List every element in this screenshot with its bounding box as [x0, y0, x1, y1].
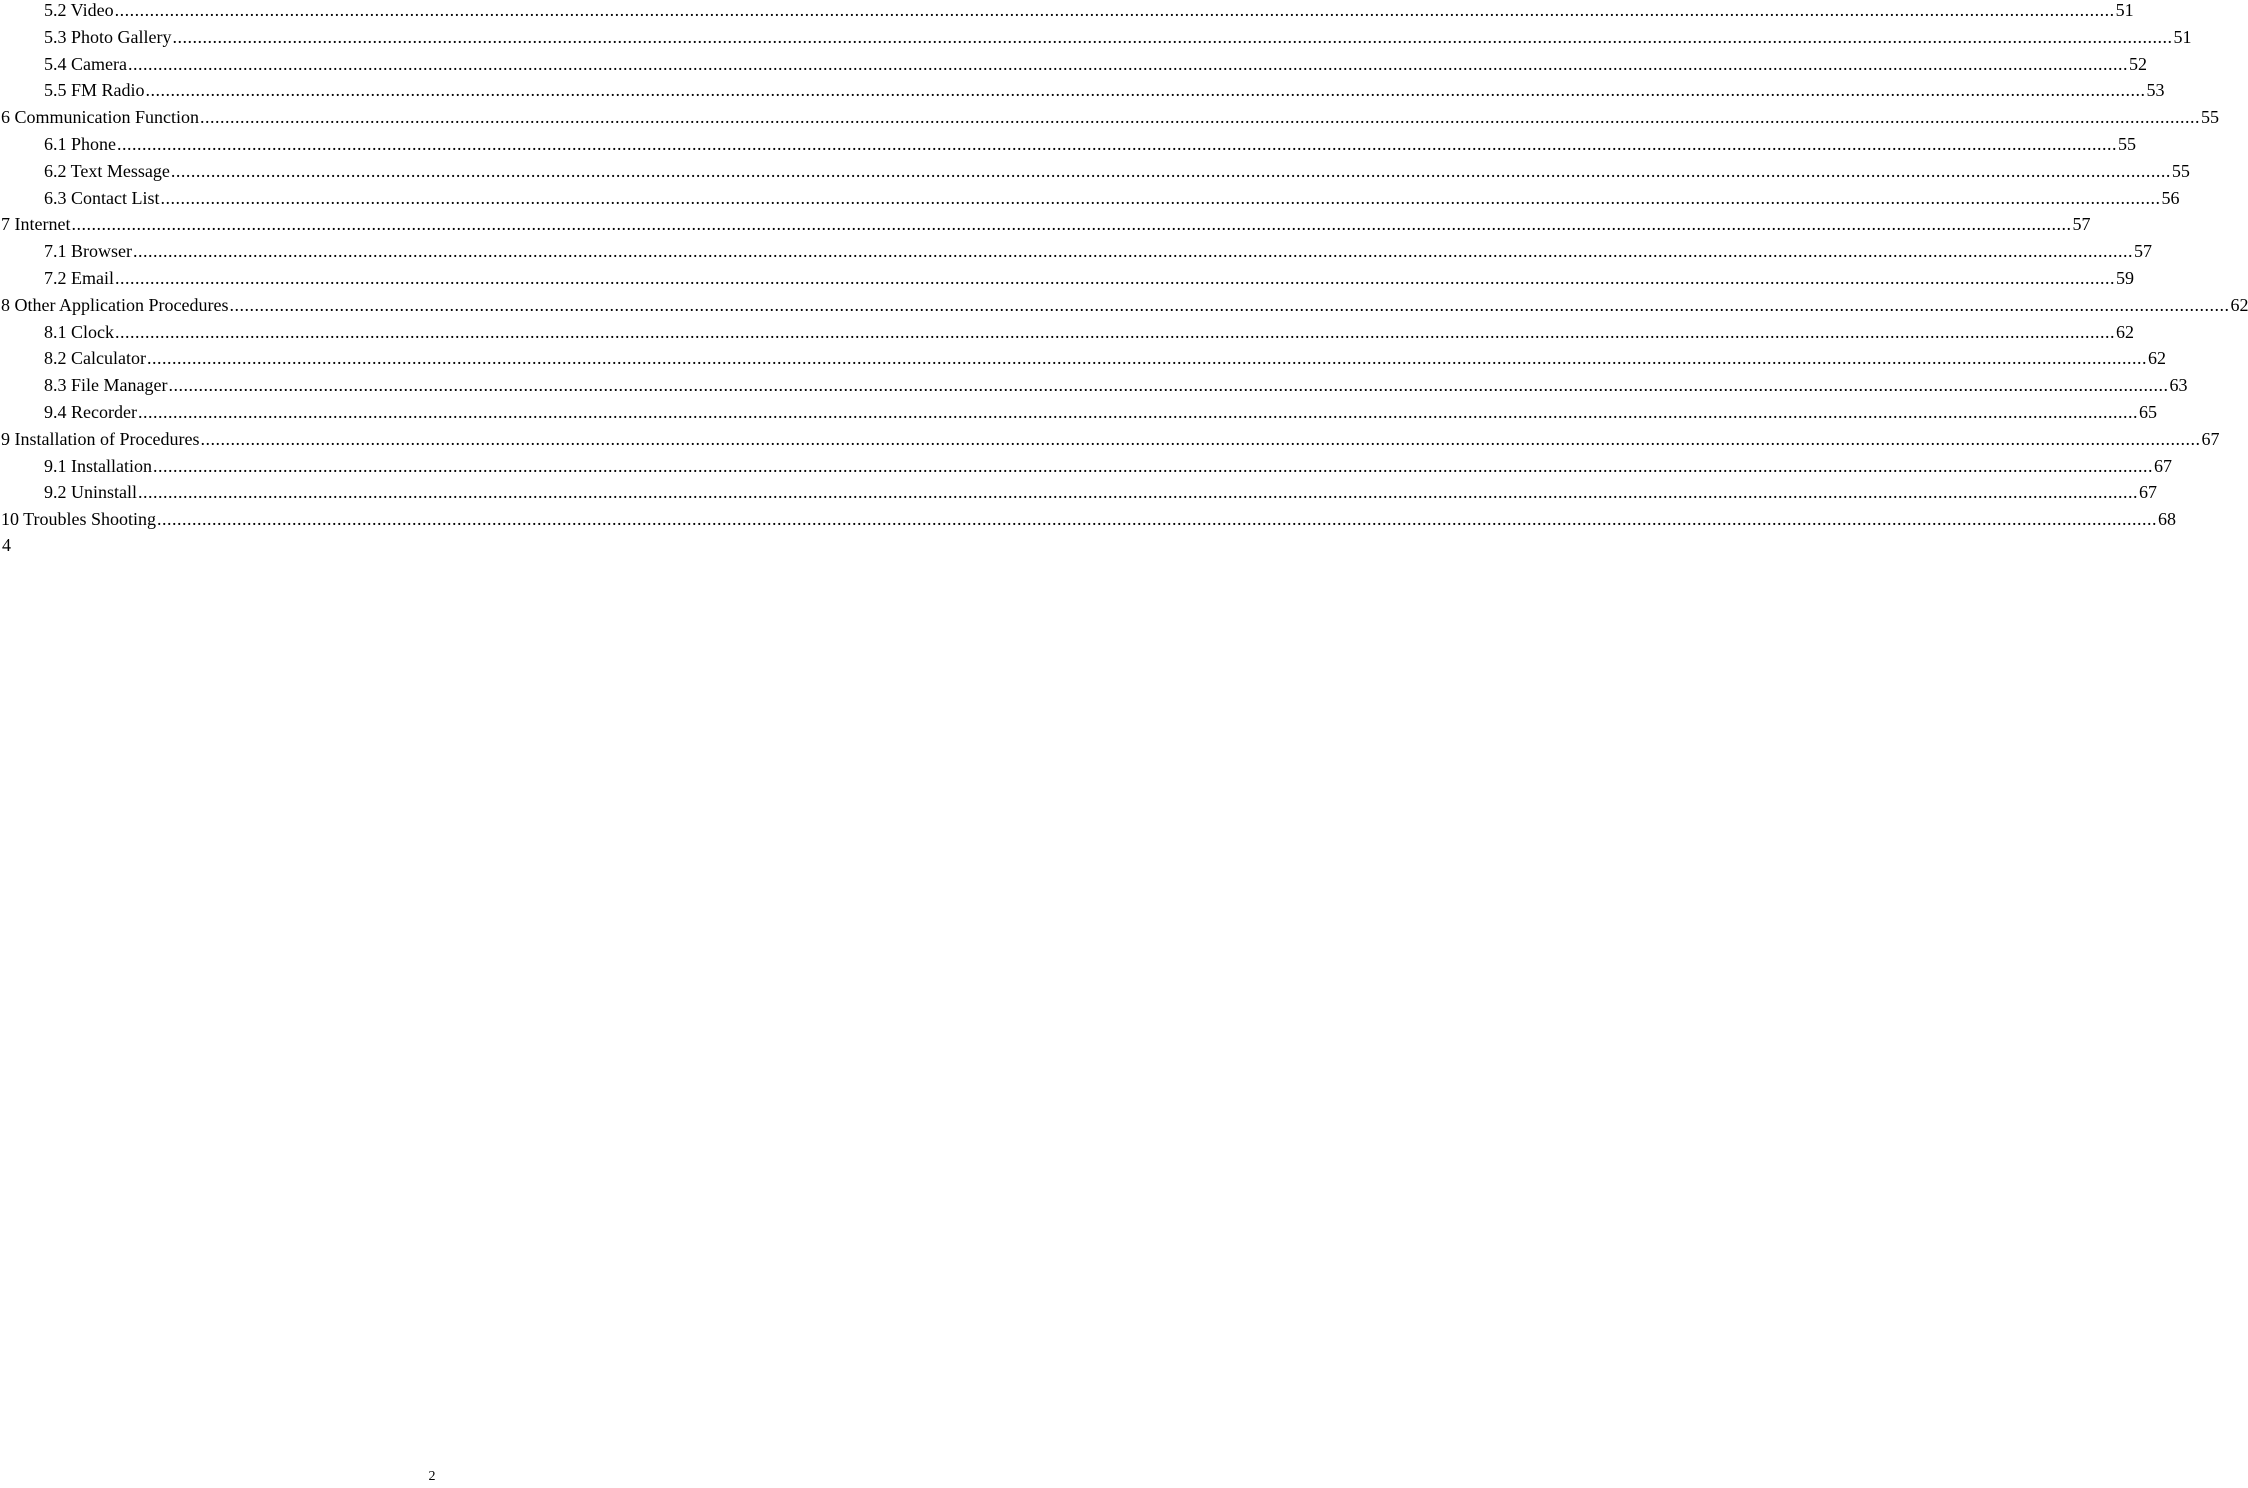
dot-leader: ................................................................................................................................................................................................................................................................................................................................................................................................................ [138, 482, 2138, 503]
toc-entry-title: 6.1 Phone [44, 133, 116, 154]
dot-leader: ................................................................................................................................................................................................................................................................................................................................................................................................................ [200, 107, 2200, 128]
table-of-contents [0, 0, 2248, 560]
toc-entry[interactable] [0, 26, 2192, 54]
toc-entry[interactable] [0, 375, 2188, 402]
toc-entry[interactable] [0, 53, 2147, 81]
toc-entry[interactable] [0, 455, 2172, 483]
toc-entry-title: 5.2 Video [44, 0, 114, 20]
dot-leader: ................................................................................................................................................................................................................................................................................................................................................................................................................ [145, 80, 2146, 101]
dot-leader: ................................................................................................................................................................................................................................................................................................................................................................................................................ [114, 0, 2115, 20]
toc-entry-title: 5.4 Camera [44, 53, 127, 74]
toc-entry-title: 6.3 Contact List [44, 187, 160, 208]
toc-entry[interactable] [0, 294, 2248, 322]
toc-entry-title: 5.3 Photo Gallery [44, 26, 172, 47]
dot-leader: ................................................................................................................................................................................................................................................................................................................................................................................................................ [229, 294, 2230, 315]
toc-entry[interactable] [0, 401, 2157, 429]
toc-entry[interactable] [0, 187, 2180, 215]
toc-entry-title: 8.2 Calculator [44, 348, 146, 369]
toc-entry[interactable] [0, 321, 2134, 349]
dot-leader: ................................................................................................................................................................................................................................................................................................................................................................................................................ [157, 509, 2158, 530]
dot-leader: ................................................................................................................................................................................................................................................................................................................................................................................................................ [168, 375, 2169, 396]
toc-entry-title: 6.2 Text Message [44, 160, 170, 181]
toc-entry-page-number: 62 [2230, 294, 2248, 315]
toc-entry-title: 10 Troubles Shooting [1, 509, 157, 530]
dot-leader: ................................................................................................................................................................................................................................................................................................................................................................................................................ [160, 187, 2161, 208]
toc-entry-page-number: 63 [2169, 375, 2188, 396]
dot-leader: ................................................................................................................................................................................................................................................................................................................................................................................................................ [172, 26, 2173, 47]
toc-entry-title: 9.1 Installation [44, 455, 152, 476]
dot-leader: ................................................................................................................................................................................................................................................................................................................................................................................................................ [117, 133, 2117, 154]
toc-entry-title: 9.4 Recorder [44, 401, 137, 422]
toc-entry[interactable] [0, 214, 2091, 241]
toc-trailing-text: 4 [2, 534, 11, 555]
toc-entry-page-number: 67 [2153, 455, 2172, 476]
toc-entry-title: 9.2 Uninstall [44, 482, 137, 503]
toc-entry-title: 9 Installation of Procedures [1, 428, 200, 449]
toc-entry-title: 7.2 Email [44, 267, 114, 288]
toc-entry-page-number: 55 [2118, 133, 2136, 154]
toc-entry[interactable] [0, 241, 2152, 268]
toc-entry[interactable] [0, 0, 2134, 27]
toc-entry-page-number: 57 [2072, 214, 2091, 235]
toc-entry-title: 6 Communication Function [1, 107, 199, 128]
toc-entry-page-number: 68 [2158, 509, 2177, 530]
toc-entry-list [0, 0, 2248, 536]
toc-entry-page-number: 53 [2146, 80, 2165, 101]
toc-entry-page-number: 55 [2201, 107, 2219, 128]
toc-entry[interactable] [0, 267, 2134, 295]
toc-entry-page-number: 65 [2138, 401, 2157, 422]
toc-entry-page-number: 57 [2134, 241, 2152, 262]
toc-entry-page-number: 52 [2128, 53, 2147, 74]
dot-leader: ................................................................................................................................................................................................................................................................................................................................................................................................................ [133, 241, 2133, 262]
dot-leader: ................................................................................................................................................................................................................................................................................................................................................................................................................ [115, 321, 2115, 342]
dot-leader: ................................................................................................................................................................................................................................................................................................................................................................................................................ [200, 428, 2201, 449]
toc-entry-page-number: 59 [2116, 267, 2134, 288]
toc-entry-page-number: 62 [2116, 321, 2134, 342]
toc-entry-page-number: 51 [2115, 0, 2134, 20]
page-number: 2 [428, 1469, 436, 1484]
dot-leader: ................................................................................................................................................................................................................................................................................................................................................................................................................ [115, 267, 2115, 288]
toc-entry-page-number: 67 [2139, 482, 2157, 503]
toc-entry[interactable] [0, 428, 2220, 456]
toc-entry-page-number: 56 [2161, 187, 2180, 208]
toc-entry[interactable] [0, 107, 2219, 134]
dot-leader: ................................................................................................................................................................................................................................................................................................................................................................................................................ [137, 401, 2138, 422]
toc-entry-page-number: 51 [2173, 26, 2192, 47]
toc-entry-page-number: 62 [2147, 348, 2166, 369]
toc-entry-title: 7.1 Browser [44, 241, 132, 262]
toc-entry[interactable] [0, 133, 2136, 161]
dot-leader: ................................................................................................................................................................................................................................................................................................................................................................................................................ [152, 455, 2153, 476]
dot-leader: ................................................................................................................................................................................................................................................................................................................................................................................................................ [127, 53, 2128, 74]
toc-entry-page-number: 67 [2201, 428, 2220, 449]
toc-entry-title: 8 Other Application Procedures [1, 294, 229, 315]
toc-entry[interactable] [0, 348, 2166, 375]
toc-entry-title: 5.5 FM Radio [44, 80, 145, 101]
toc-entry-title: 8.3 File Manager [44, 375, 168, 396]
toc-entry[interactable] [0, 509, 2177, 536]
toc-entry-title: 7 Internet [1, 214, 71, 235]
dot-leader: ................................................................................................................................................................................................................................................................................................................................................................................................................ [146, 348, 2147, 369]
toc-entry[interactable] [0, 482, 2157, 509]
toc-entry-title: 8.1 Clock [44, 321, 114, 342]
dot-leader: ................................................................................................................................................................................................................................................................................................................................................................................................................ [170, 160, 2171, 181]
toc-entry[interactable] [0, 160, 2190, 188]
toc-entry-page-number: 55 [2171, 160, 2190, 181]
toc-entry[interactable] [0, 80, 2165, 107]
dot-leader: ................................................................................................................................................................................................................................................................................................................................................................................................................ [71, 214, 2072, 235]
